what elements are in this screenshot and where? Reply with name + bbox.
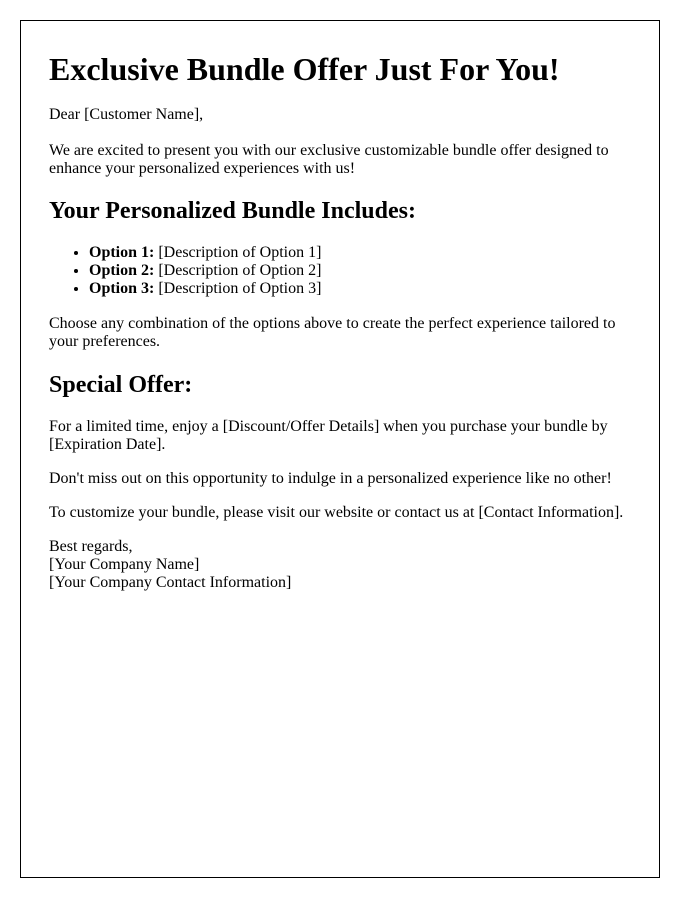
bundle-heading: Your Personalized Bundle Includes: bbox=[49, 198, 416, 224]
dont-miss-paragraph: Don't miss out on this opportunity to indulge in a personalized experience like no other! bbox=[49, 470, 612, 487]
intro-paragraph: We are excited to present you with our exclusive customizable bundle offer designed to enhance your personalized experiences with us! bbox=[49, 142, 609, 177]
option-label: Option 3: bbox=[89, 280, 155, 297]
option-description: [Description of Option 3] bbox=[158, 280, 322, 297]
special-offer-paragraph: For a limited time, enjoy a [Discount/Offer Details] when you purchase your bundle by [Expiration Date]. bbox=[49, 418, 608, 453]
letter-title: Exclusive Bundle Offer Just For You! bbox=[49, 51, 560, 87]
letter-page bbox=[20, 20, 660, 878]
option-description: [Description of Option 1] bbox=[158, 244, 322, 261]
list-item-option-1 bbox=[89, 244, 321, 262]
greeting: Dear [Customer Name], bbox=[49, 106, 204, 123]
customize-paragraph: To customize your bundle, please visit our website or contact us at [Contact Information]. bbox=[49, 504, 624, 521]
list-item-option-2 bbox=[89, 262, 321, 280]
option-label: Option 2: bbox=[89, 262, 155, 279]
option-label: Option 1: bbox=[89, 244, 155, 261]
special-offer-heading: Special Offer: bbox=[49, 372, 193, 398]
option-description: [Description of Option 2] bbox=[158, 262, 322, 279]
company-contact: [Your Company Contact Information] bbox=[49, 574, 292, 591]
options-list bbox=[49, 244, 321, 298]
company-name: [Your Company Name] bbox=[49, 556, 200, 573]
closing-block bbox=[49, 538, 634, 592]
list-item-option-3 bbox=[89, 280, 321, 298]
combination-paragraph: Choose any combination of the options above to create the perfect experience tailored to your preferences. bbox=[49, 315, 616, 350]
closing-regards: Best regards, bbox=[49, 538, 133, 555]
